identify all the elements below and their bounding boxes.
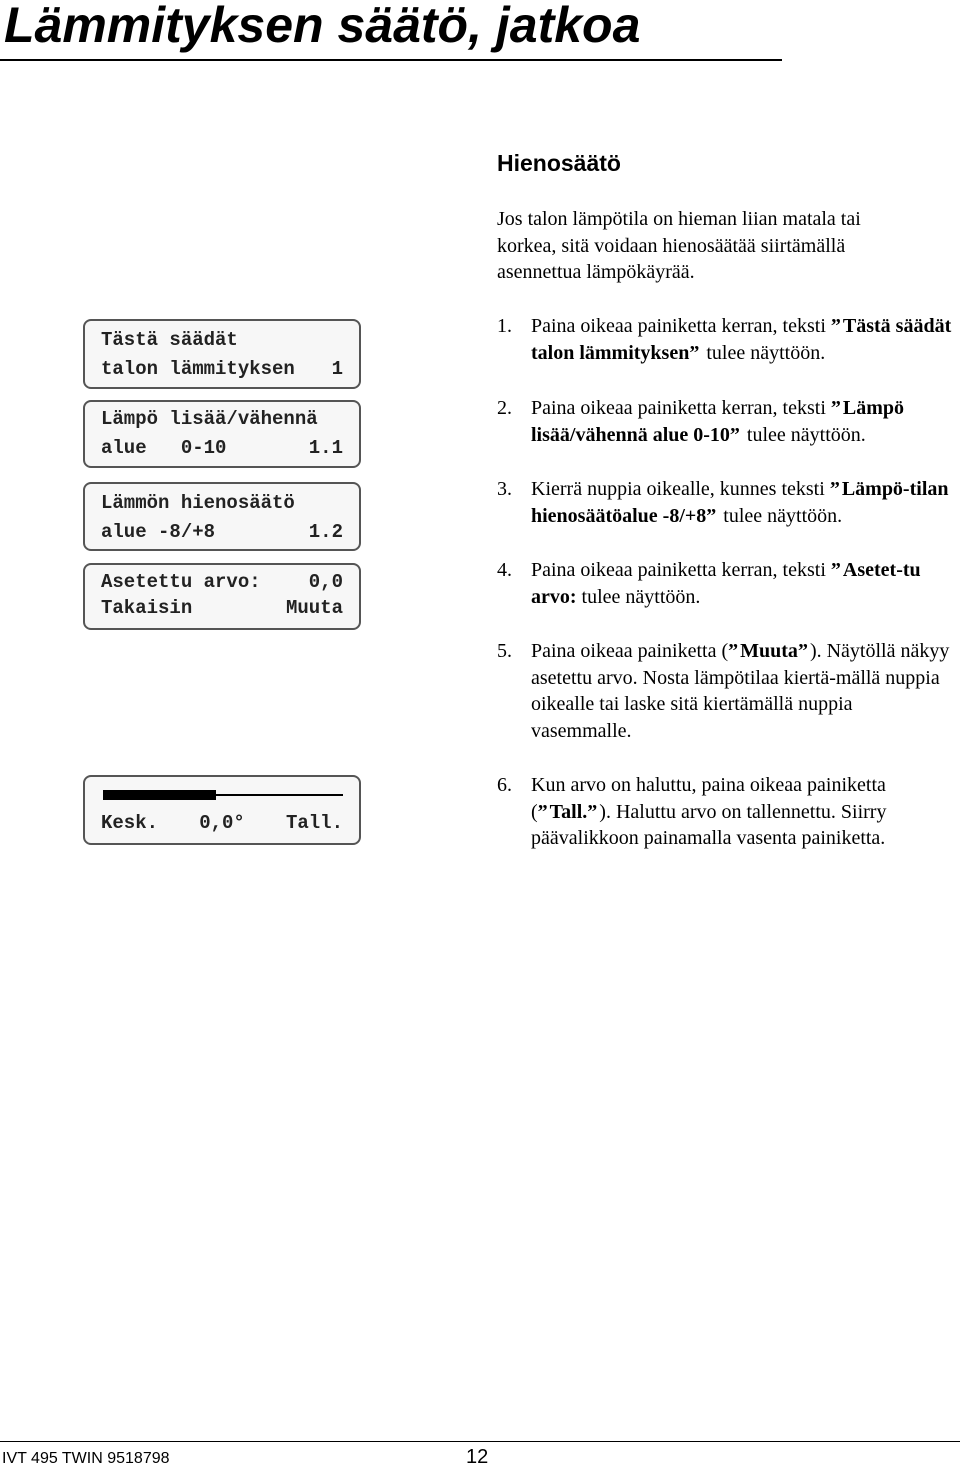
step-5: 5. Paina oikeaa painiketta (” Muuta” ). Näytöllä näkyy asetettu arvo. Nosta lämpötilaa kiertä-mällä nuppia oikealle tai laske sitä kiertämällä nuppia vasemmalle. [497, 640, 950, 742]
step-6: 6. Kun arvo on haluttu, paina oikeaa painiketta (” Tall.” ). Haluttu arvo on tallennettu. Siirry päävalikkoon painamalla vasenta painiketta. [497, 774, 887, 849]
page-title: Lämmityksen säätö, jatkoa [4, 0, 641, 53]
display-screen-2 [83, 400, 361, 468]
step-highlight: Lämpö-tilan hienosäätöalue -8/+8 [531, 478, 949, 527]
adjust-value: 0,0° [199, 812, 245, 834]
menu-number: 1.2 [308, 521, 343, 543]
step-text-end: tulee näyttöön. [706, 341, 826, 364]
footer-document-id: IVT 495 TWIN 9518798 [2, 1450, 170, 1467]
step-text: Kierrä nuppia oikealle, kunnes teksti [531, 478, 825, 500]
step-number: 5. [497, 640, 512, 662]
display-line: Lämpö lisää/vähennä [101, 408, 318, 430]
display-line: alue -8/+8 [101, 521, 216, 543]
display-line: talon lämmityksen [101, 358, 295, 380]
step-1: 1. Paina oikeaa painiketta kerran, teksti ” Tästä säädät talon lämmityksen” tulee näyttöön. [497, 315, 952, 364]
step-number: 3. [497, 478, 512, 500]
back-option: Takaisin [101, 597, 193, 619]
step-text: Kun arvo on haluttu, paina oikeaa painiketta ( [531, 774, 886, 823]
step-number: 4. [497, 559, 512, 581]
step-4: 4. Paina oikeaa painiketta kerran, teksti ” Asetet-tu arvo: tulee näyttöön. [497, 559, 921, 608]
step-text-end: ). Näytöllä näkyy asetettu arvo. Nosta lämpötilaa kiertä-mällä nuppia oikealle tai laske sitä kiertämällä nuppia vasemmalle. [531, 640, 950, 742]
step-text: Paina oikeaa painiketta kerran, teksti [531, 315, 826, 337]
step-text: Paina oikeaa painiketta kerran, teksti [531, 559, 826, 581]
menu-number: 1.1 [308, 437, 343, 459]
step-number: 1. [497, 315, 512, 337]
step-number: 6. [497, 774, 512, 796]
set-value: 0,0 [308, 571, 343, 593]
display-line: Asetettu arvo: [101, 571, 261, 593]
display-line: Lämmön hienosäätö [101, 492, 295, 514]
menu-number: 1 [331, 358, 343, 380]
display-line: Tästä säädät [101, 329, 238, 351]
step-highlight: Asetet-tu arvo: [531, 559, 921, 608]
step-2: 2. Paina oikeaa painiketta kerran, teksti ” Lämpö lisää/vähennä alue 0-10” tulee näyttöön. [497, 397, 905, 446]
page-number: 12 [466, 1446, 489, 1468]
step-text-end: tulee näyttöön. [746, 423, 866, 446]
display-screen-3 [83, 482, 361, 551]
change-option: Muuta [285, 597, 343, 619]
display-screen-5 [83, 775, 361, 845]
step-number: 2. [497, 397, 512, 419]
footer-divider [0, 1441, 960, 1442]
display-screen-1 [83, 319, 361, 389]
step-3: 3. Kierrä nuppia oikealle, kunnes teksti ” Lämpö-tilan hienosäätöalue -8/+8” tulee näyttöön. [497, 478, 949, 527]
section-heading: Hienosäätö [497, 150, 621, 176]
step-text: Paina oikeaa painiketta ( [531, 640, 729, 662]
title-divider [0, 59, 782, 61]
intro-paragraph: Jos talon lämpötila on hieman liian matala tai korkea, sitä voidaan hienosäätää siirtämällä asennettua lämpökäyrää. [497, 208, 861, 283]
step-highlight: Tall. [549, 800, 588, 823]
step-text-end: tulee näyttöön. [581, 585, 701, 608]
step-text-end: tulee näyttöön. [723, 504, 843, 527]
adjust-scale-fill [103, 790, 216, 800]
step-text-end: ). Haluttu arvo on tallennettu. Siirry päävalikkoon painamalla vasenta painiketta. [531, 800, 887, 849]
step-highlight: Muuta [740, 640, 798, 662]
step-highlight: Tästä säädät talon lämmityksen [531, 315, 952, 364]
display-screen-4 [83, 563, 361, 630]
step-highlight: Lämpö lisää/vähennä alue 0-10 [531, 397, 905, 446]
average-label: Kesk. [101, 812, 159, 834]
step-text: Paina oikeaa painiketta kerran, teksti [531, 397, 826, 419]
display-line: alue 0-10 [101, 437, 227, 459]
save-label: Tall. [285, 812, 343, 834]
